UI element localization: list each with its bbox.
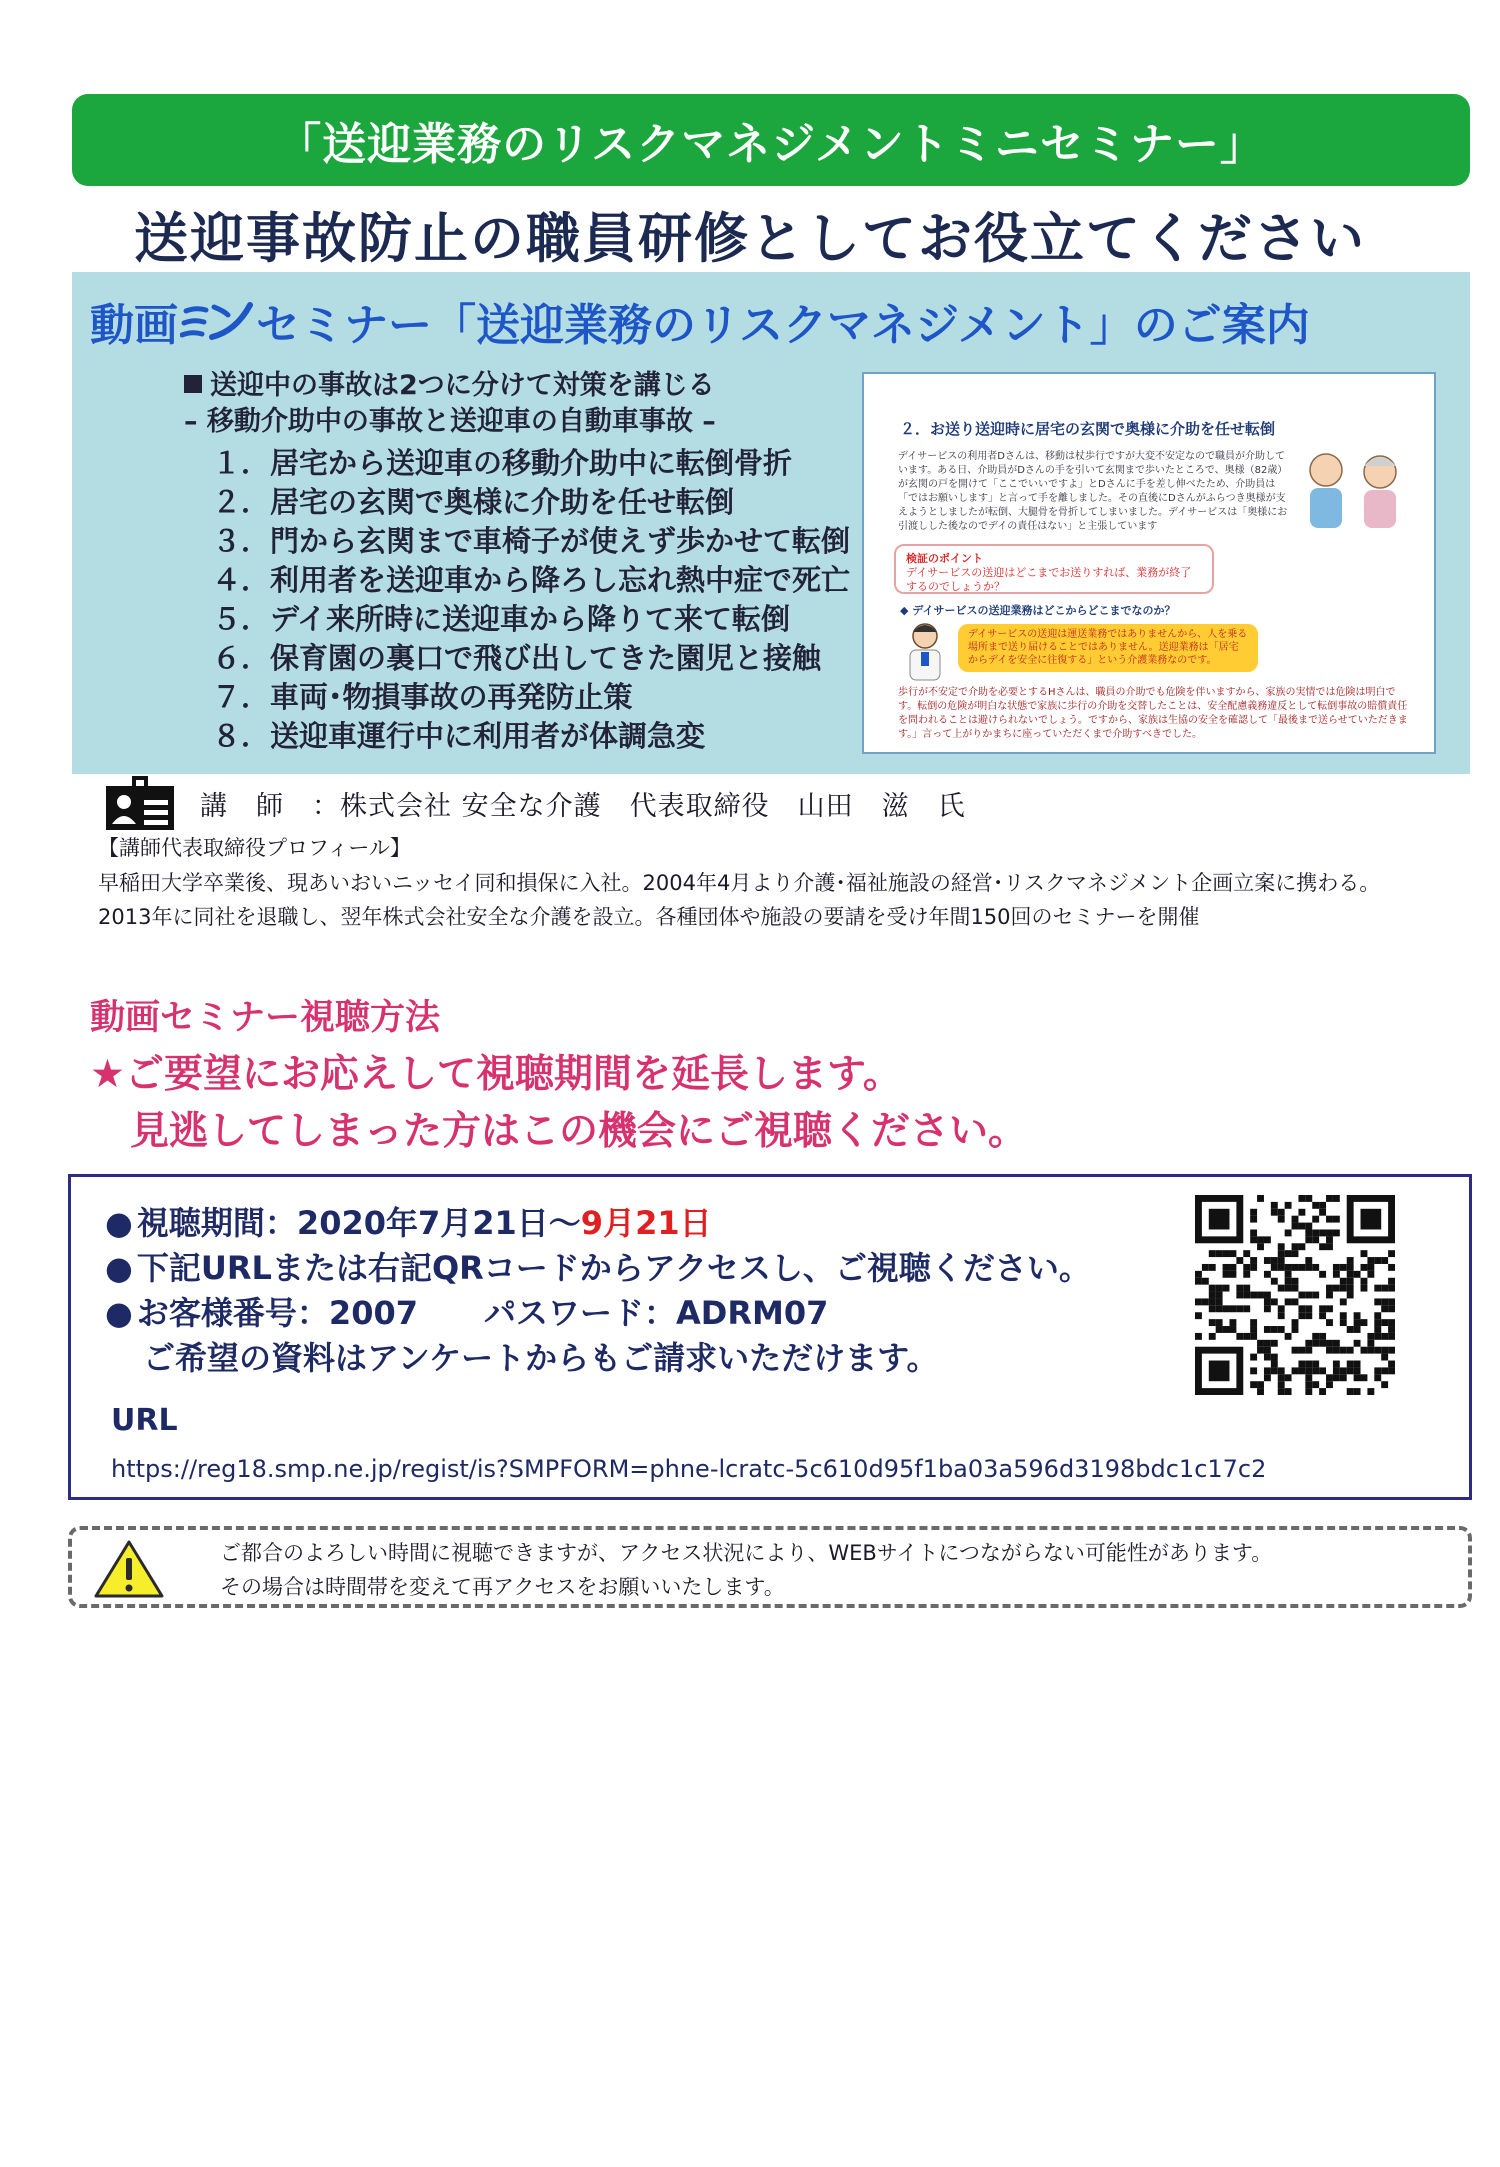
access-info-lines bbox=[105, 1201, 1091, 1381]
slide-highlight: デイサービスの送迎は運送業務ではありませんから、人を乗る場所まで送り届けることではありません。送迎業務は「居宅からデイを安全に往復する」という介護業務なのです。 bbox=[958, 624, 1258, 672]
url-label: URL bbox=[111, 1403, 178, 1438]
seminar-url-link[interactable]: https://reg18.smp.ne.jp/regist/is?SMPFORM=phne-lcratc-5c610d95f1ba03a596d3198bdc1c17c2 bbox=[111, 1455, 1267, 1483]
elderly-couple-illustration-icon bbox=[1294, 444, 1414, 534]
square-bullet-icon bbox=[184, 375, 202, 393]
viewing-period: ● 視聴期間：2020年7月21日～9月21日 bbox=[105, 1204, 712, 1242]
topic-item: ６．保育園の裏口で飛び出してきた園児と接触 bbox=[212, 641, 822, 675]
slide-point-box: 検証のポイント デイサービスの送迎はどこまでお送りすれば、業務が終了するのでしょうか？ bbox=[894, 544, 1214, 594]
page-headline: 送迎事故防止の職員研修としてお役立てください bbox=[134, 207, 1366, 270]
intro-panel bbox=[72, 272, 1470, 774]
slide-footer: 歩行が不安定で介助を必要とするHさんは、職員の介助でも危険を伴いますから、家族の実情では危険は明白です。転倒の危険が明白な状態で家族に歩行の介助を交替したことは、安全配慮義務違反として転倒事故の賠償責任を問われることは避けられないでしょう。ですから、家族は生協の安全を確認して「最後まで送らせていただきます。」言って上がりかまちに座っていただくまで介助すべきでした。 bbox=[898, 687, 1408, 740]
access-info-box bbox=[68, 1174, 1472, 1500]
notice-text: ご都合のよろしい時間に視聴できますが、アクセス状況により、WEBサイトにつながらない可能性があります。 その場合は時間帯を変えて再アクセスをお願いいたします。 bbox=[220, 1541, 1273, 1599]
topic-lead-1: 送迎中の事故は2つに分けて対策を講じる bbox=[184, 368, 850, 404]
request-note: ご希望の資料はアンケートからもご請求いただけます。 bbox=[143, 1339, 939, 1377]
profile-text: 早稲田大学卒業後、現あいおいニッセイ同和損保に入社。2004年4月より介護･福祉施設の経営･リスクマネジメント企画立案に携わる。 2013年に同社を退職し、翌年株式会社安全な介護を設立。各種団体や施設の要請を受け年間150回のセミナーを開催 bbox=[98, 871, 1381, 929]
topic-item: ２．居宅の玄関で奥様に介助を任せ転倒 bbox=[212, 485, 735, 519]
mini-logo-text: ミニ bbox=[180, 297, 182, 298]
lecturer-line: 講 師 ：株式会社 安全な介護 代表取締役 山田 滋 氏 bbox=[200, 791, 966, 822]
banner-title: 「送迎業務のリスクマネジメントミニセミナー」 bbox=[277, 119, 1265, 170]
qr-code-icon[interactable] bbox=[1195, 1195, 1395, 1395]
topic-item: ５．デイ来所時に送迎車から降りて来て転倒 bbox=[212, 602, 790, 636]
seminar-slide-thumbnail bbox=[862, 372, 1436, 754]
lecturer-id-card-icon bbox=[104, 772, 176, 832]
mini-logo-icon bbox=[180, 297, 254, 345]
intro-title-suffix: セミナー「送迎業務のリスクマネジメント」のご案内 bbox=[256, 300, 1310, 351]
warning-icon bbox=[92, 1538, 166, 1600]
slide-question: ◆ デイサービスの送迎業務はどこからどこまでなのか？ bbox=[900, 604, 1176, 617]
topic-item: ４．利用者を送迎車から降ろし忘れ熱中症で死亡 bbox=[212, 563, 851, 597]
doctor-illustration-icon bbox=[900, 620, 950, 682]
access-notice bbox=[68, 1526, 1472, 1608]
topic-item: １．居宅から送迎車の移動介助中に転倒骨折 bbox=[212, 446, 793, 480]
viewing-method-title: 動画セミナー視聴方法 bbox=[90, 998, 441, 1038]
topic-item: ３．門から玄関まで車椅子が使えず歩かせて転倒 bbox=[212, 524, 851, 558]
access-instruction: ● 下記URLまたは右記QRコードからアクセスし、ご視聴ください。 bbox=[105, 1249, 1091, 1287]
topic-item: ７．車両･物損事故の再発防止策 bbox=[212, 680, 633, 714]
profile-heading: 【講師代表取締役プロフィール】 bbox=[98, 836, 411, 860]
slide-body: デイサービスの利用者Dさんは、移動は杖歩行ですが大変不安定なので職員が介助しています。ある日、介助員がDさんの手を引いて玄関まで歩いたところで、奥様（82歳）が玄関の戸を開けて「ここでいいですよ」とDさんに手を差し伸べたため、介助員は「ではお願いします」と言って手を離しました。その直後にDさんがふらつき奥様が支えようとしましたが転倒、大腿骨を骨折してしまいました。デイサービスは「奥様にお引渡しした後なのでデイの責任はない」と主張しています bbox=[898, 451, 1288, 532]
topic-item: ８．送迎車運行中に利用者が体調急変 bbox=[212, 719, 706, 753]
slide-title: ２．お送り送迎時に居宅の玄関で奥様に介助を任せ転倒 bbox=[900, 420, 1276, 438]
login-credentials: ● お客様番号：2007 パスワード：ADRM07 bbox=[105, 1294, 829, 1332]
seminar-banner bbox=[72, 94, 1470, 186]
topic-lead-2: – 移動介助中の事故と送迎車の自動車事故 – bbox=[184, 406, 716, 437]
intro-title-prefix: 動画 bbox=[90, 300, 178, 351]
intro-title bbox=[90, 290, 1460, 352]
topic-list bbox=[184, 368, 850, 756]
viewing-extension-message: ★ご要望にお応えして視聴期間を延長します。 見逃してしまった方はこの機会にご視聴ください。 bbox=[90, 1052, 1028, 1154]
